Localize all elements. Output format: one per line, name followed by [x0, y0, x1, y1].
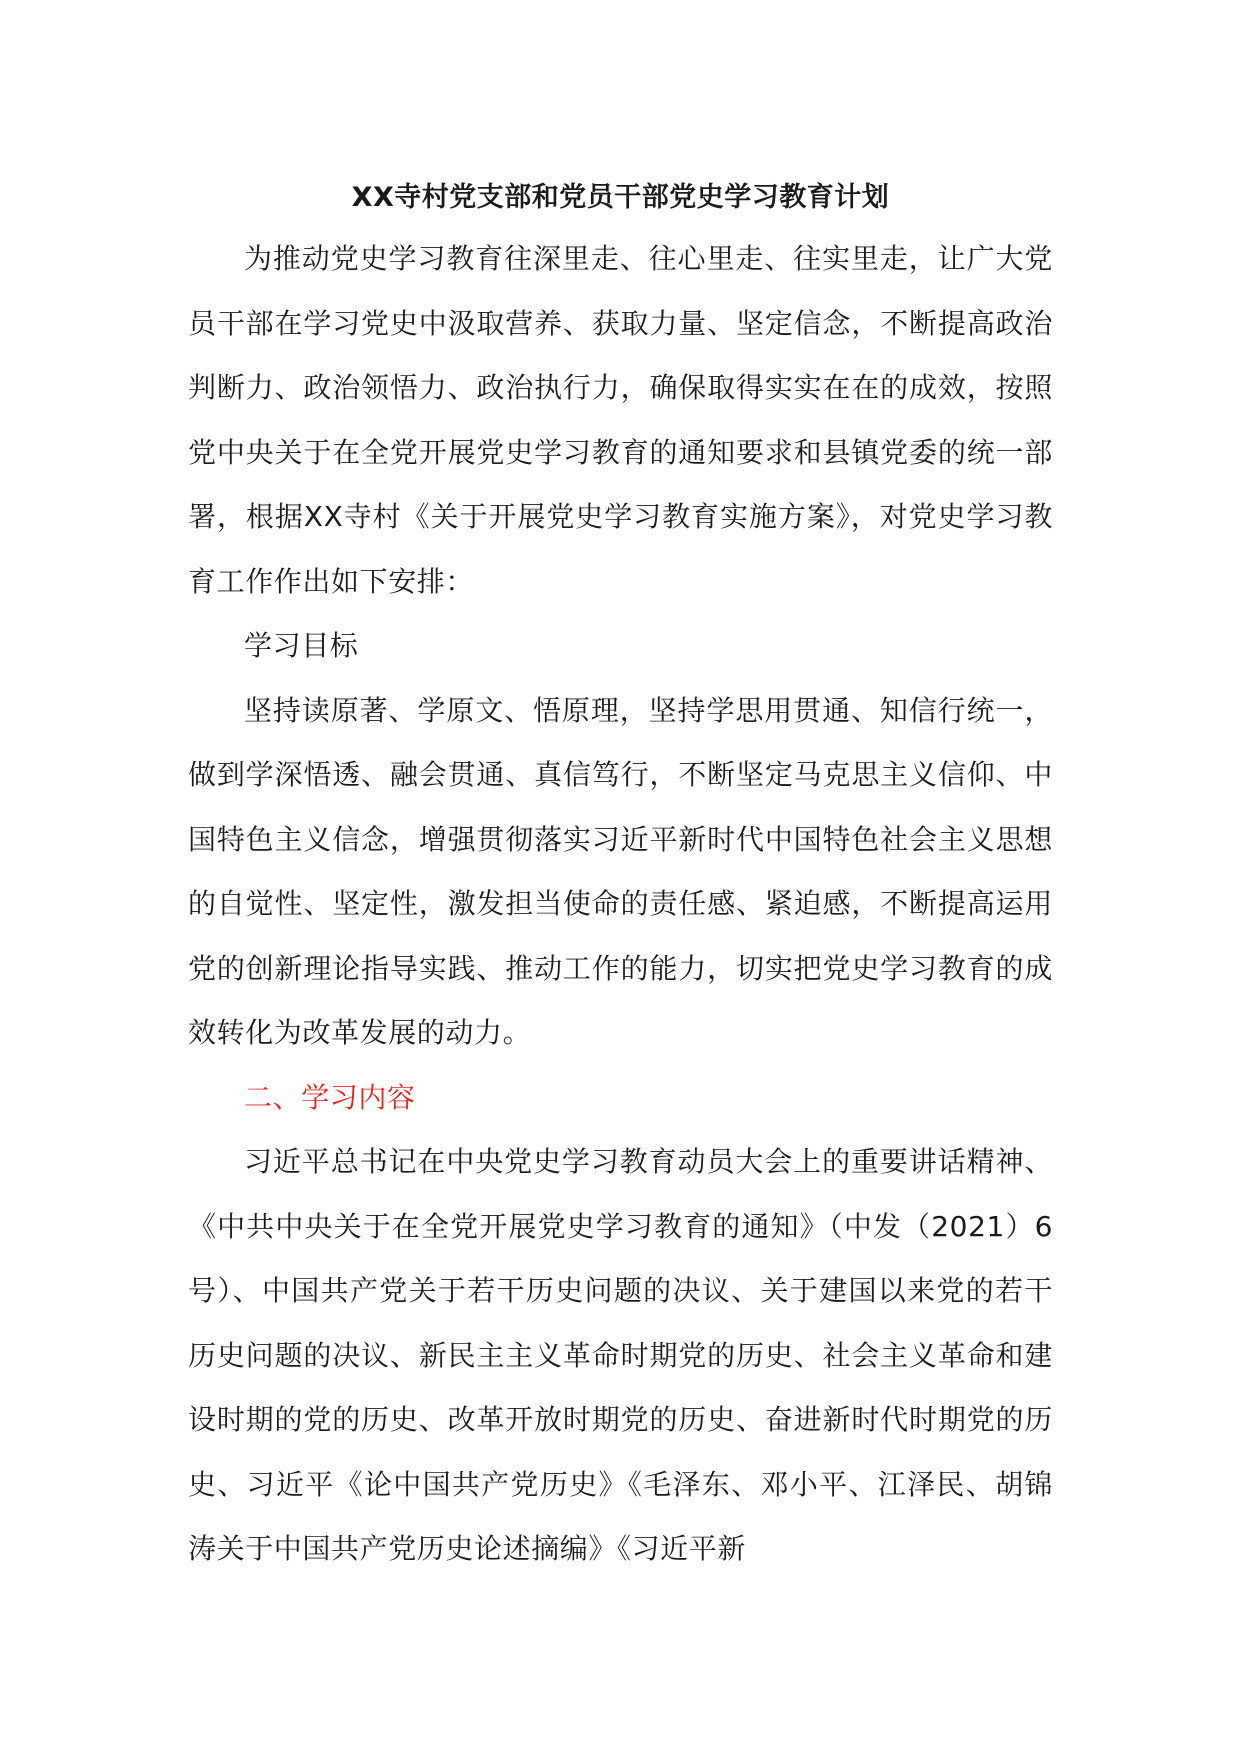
document-title: XX寺村党支部和党员干部党史学习教育计划	[351, 182, 890, 213]
content-paragraph: 习近平总书记在中央党史学习教育动员大会上的重要讲话精神、《中共中央关于在全党开展党史学习教育的通知》（中发（2021）6号）、中国共产党关于若干历史问题的决议、关于建国以来党的若干历史问题的决议、新民主主义革命时期党的历史、社会主义革命和建设时期的党的历史、改革开放时期党的历史、奋进新时代时期党的历史、习近平《论中国共产党历史》《毛泽东、邓小平、江泽民、胡锦涛关于中国共产党历史论述摘编》《习近平新	[188, 1145, 1053, 1565]
document-page	[188, 175, 1053, 1582]
intro-paragraph: 为推动党史学习教育往深里走、往心里走、往实里走，让广大党员干部在学习党史中汲取营养、获取力量、坚定信念，不断提高政治判断力、政治领悟力、政治执行力，确保取得实实在在的成效，按照党中央关于在全党开展党史学习教育的通知要求和县镇党委的统一部署，根据XX寺村《关于开展党史学习教育实施方案》，对党史学习教育工作作出如下安排：	[188, 242, 1053, 598]
section-heading-content: 二、学习内容	[244, 1080, 416, 1114]
goals-paragraph: 坚持读原著、学原文、悟原理，坚持学思用贯通、知信行统一，做到学深悟透、融会贯通、真信笃行，不断坚定马克思主义信仰、中国特色主义信念，增强贯彻落实习近平新时代中国特色社会主义思想的自觉性、坚定性，激发担当使命的责任感、紧迫感，不断提高运用党的创新理论指导实践、推动工作的能力，切实把党史学习教育的成效转化为改革发展的动力。	[188, 693, 1053, 1049]
section-heading-goals: 学习目标	[244, 629, 359, 662]
